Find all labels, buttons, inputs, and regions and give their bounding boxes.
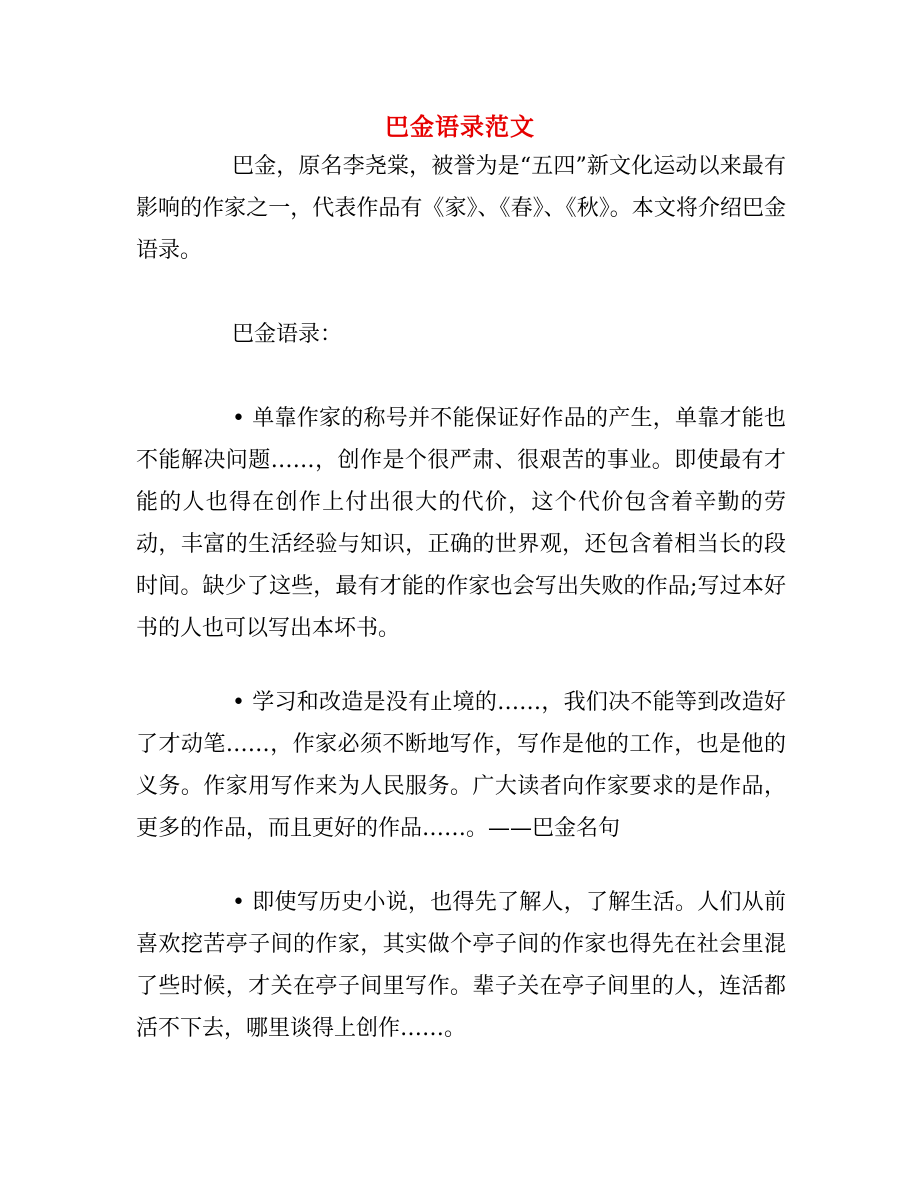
quote-paragraph-3: • 即使写历史小说，也得先了解人，了解生活。人们从前喜欢挖苦亭子间的作家，其实做个亭子间的作家也得先在社会里混了些时候，才关在亭子间里写作。辈子关在亭子间里的人，连活都活不下去，哪里谈得上创作……。 bbox=[136, 890, 786, 1041]
document-title: 巴金语录范文 bbox=[385, 112, 535, 141]
quote-paragraph-1: • 单靠作家的称号并不能保证好作品的产生，单靠才能也不能解决问题……，创作是个很严肃、很艰苦的事业。即使最有才能的人也得在创作上付出很大的代价，这个代价包含着辛勤的劳动，丰富的生活经验与知识，正确的世界观，还包含着相当长的段时间。缺少了这些，最有才能的作家也会写出失败的作品;写过本好书的人也可以写出本坏书。 bbox=[136, 406, 786, 641]
quote-paragraph-2: • 学习和改造是没有止境的……，我们决不能等到改造好了才动笔……，作家必须不断地写作，写作是他的工作，也是他的义务。作家用写作来为人民服务。广大读者向作家要求的是作品，更多的作品，而且更好的作品……。——巴金名句 bbox=[136, 690, 786, 841]
intro-paragraph: 巴金，原名李尧棠，被誉为是“五四”新文化运动以来最有影响的作家之一，代表作品有《家》、《春》、《秋》。本文将介绍巴金语录。 bbox=[136, 154, 786, 263]
quotes-label: 巴金语录： bbox=[232, 322, 343, 347]
